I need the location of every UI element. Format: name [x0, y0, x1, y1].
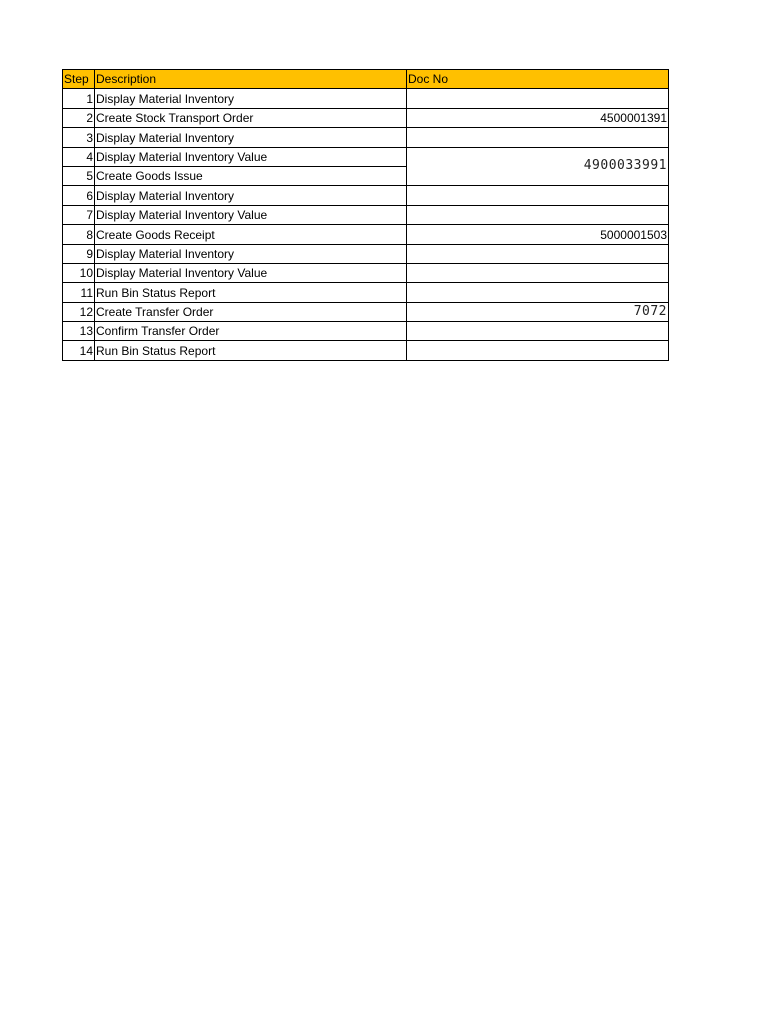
table-row	[63, 302, 669, 321]
description-cell[interactable]: Run Bin Status Report	[95, 341, 407, 360]
table-row	[63, 128, 669, 147]
doc-no-cell[interactable]	[407, 205, 669, 224]
doc-no-cell[interactable]: 5000001503	[407, 225, 669, 244]
doc-no-cell[interactable]	[407, 341, 669, 360]
description-cell[interactable]: Display Material Inventory Value	[95, 263, 407, 282]
doc-no-cell[interactable]: 7072	[407, 302, 669, 321]
step-cell[interactable]: 3	[63, 128, 95, 147]
doc-no-cell[interactable]	[407, 263, 669, 282]
step-cell[interactable]: 13	[63, 322, 95, 341]
doc-no-cell[interactable]	[407, 322, 669, 341]
step-cell[interactable]: 4	[63, 147, 95, 166]
doc-no-cell[interactable]	[407, 186, 669, 205]
step-cell[interactable]: 7	[63, 205, 95, 224]
step-cell[interactable]: 10	[63, 263, 95, 282]
step-cell[interactable]: 11	[63, 283, 95, 302]
step-cell[interactable]: 5	[63, 166, 95, 185]
table-row	[63, 283, 669, 302]
table-row	[63, 108, 669, 127]
doc-no-cell[interactable]: 4500001391	[407, 108, 669, 127]
header-step[interactable]: Step	[63, 70, 95, 89]
description-cell[interactable]: Display Material Inventory	[95, 89, 407, 108]
description-cell[interactable]: Display Material Inventory	[95, 186, 407, 205]
step-cell[interactable]: 6	[63, 186, 95, 205]
description-cell[interactable]: Create Goods Receipt	[95, 225, 407, 244]
step-cell[interactable]: 2	[63, 108, 95, 127]
header-row	[63, 70, 669, 89]
doc-no-cell[interactable]	[407, 283, 669, 302]
description-cell[interactable]: Confirm Transfer Order	[95, 322, 407, 341]
table-row	[63, 205, 669, 224]
table-row	[63, 244, 669, 263]
description-cell[interactable]: Create Goods Issue	[95, 166, 407, 185]
description-cell[interactable]: Create Transfer Order	[95, 302, 407, 321]
description-cell[interactable]: Display Material Inventory Value	[95, 205, 407, 224]
doc-no-cell[interactable]	[407, 128, 669, 147]
table-row	[63, 322, 669, 341]
description-cell[interactable]: Create Stock Transport Order	[95, 108, 407, 127]
header-doc-no[interactable]: Doc No	[407, 70, 669, 89]
table-row	[63, 341, 669, 360]
description-cell[interactable]: Display Material Inventory	[95, 244, 407, 263]
table-row	[63, 225, 669, 244]
doc-no-merged-cell[interactable]: 4900033991	[407, 147, 669, 186]
doc-no-cell[interactable]	[407, 89, 669, 108]
description-cell[interactable]: Display Material Inventory	[95, 128, 407, 147]
step-cell[interactable]: 1	[63, 89, 95, 108]
header-description[interactable]: Description	[95, 70, 407, 89]
doc-no-cell[interactable]	[407, 244, 669, 263]
description-cell[interactable]: Display Material Inventory Value	[95, 147, 407, 166]
description-cell[interactable]: Run Bin Status Report	[95, 283, 407, 302]
steps-table	[62, 69, 669, 361]
table-row	[63, 89, 669, 108]
step-cell[interactable]: 8	[63, 225, 95, 244]
step-cell[interactable]: 14	[63, 341, 95, 360]
table-row	[63, 263, 669, 282]
step-cell[interactable]: 9	[63, 244, 95, 263]
step-cell[interactable]: 12	[63, 302, 95, 321]
table-row	[63, 186, 669, 205]
table-row	[63, 147, 669, 166]
